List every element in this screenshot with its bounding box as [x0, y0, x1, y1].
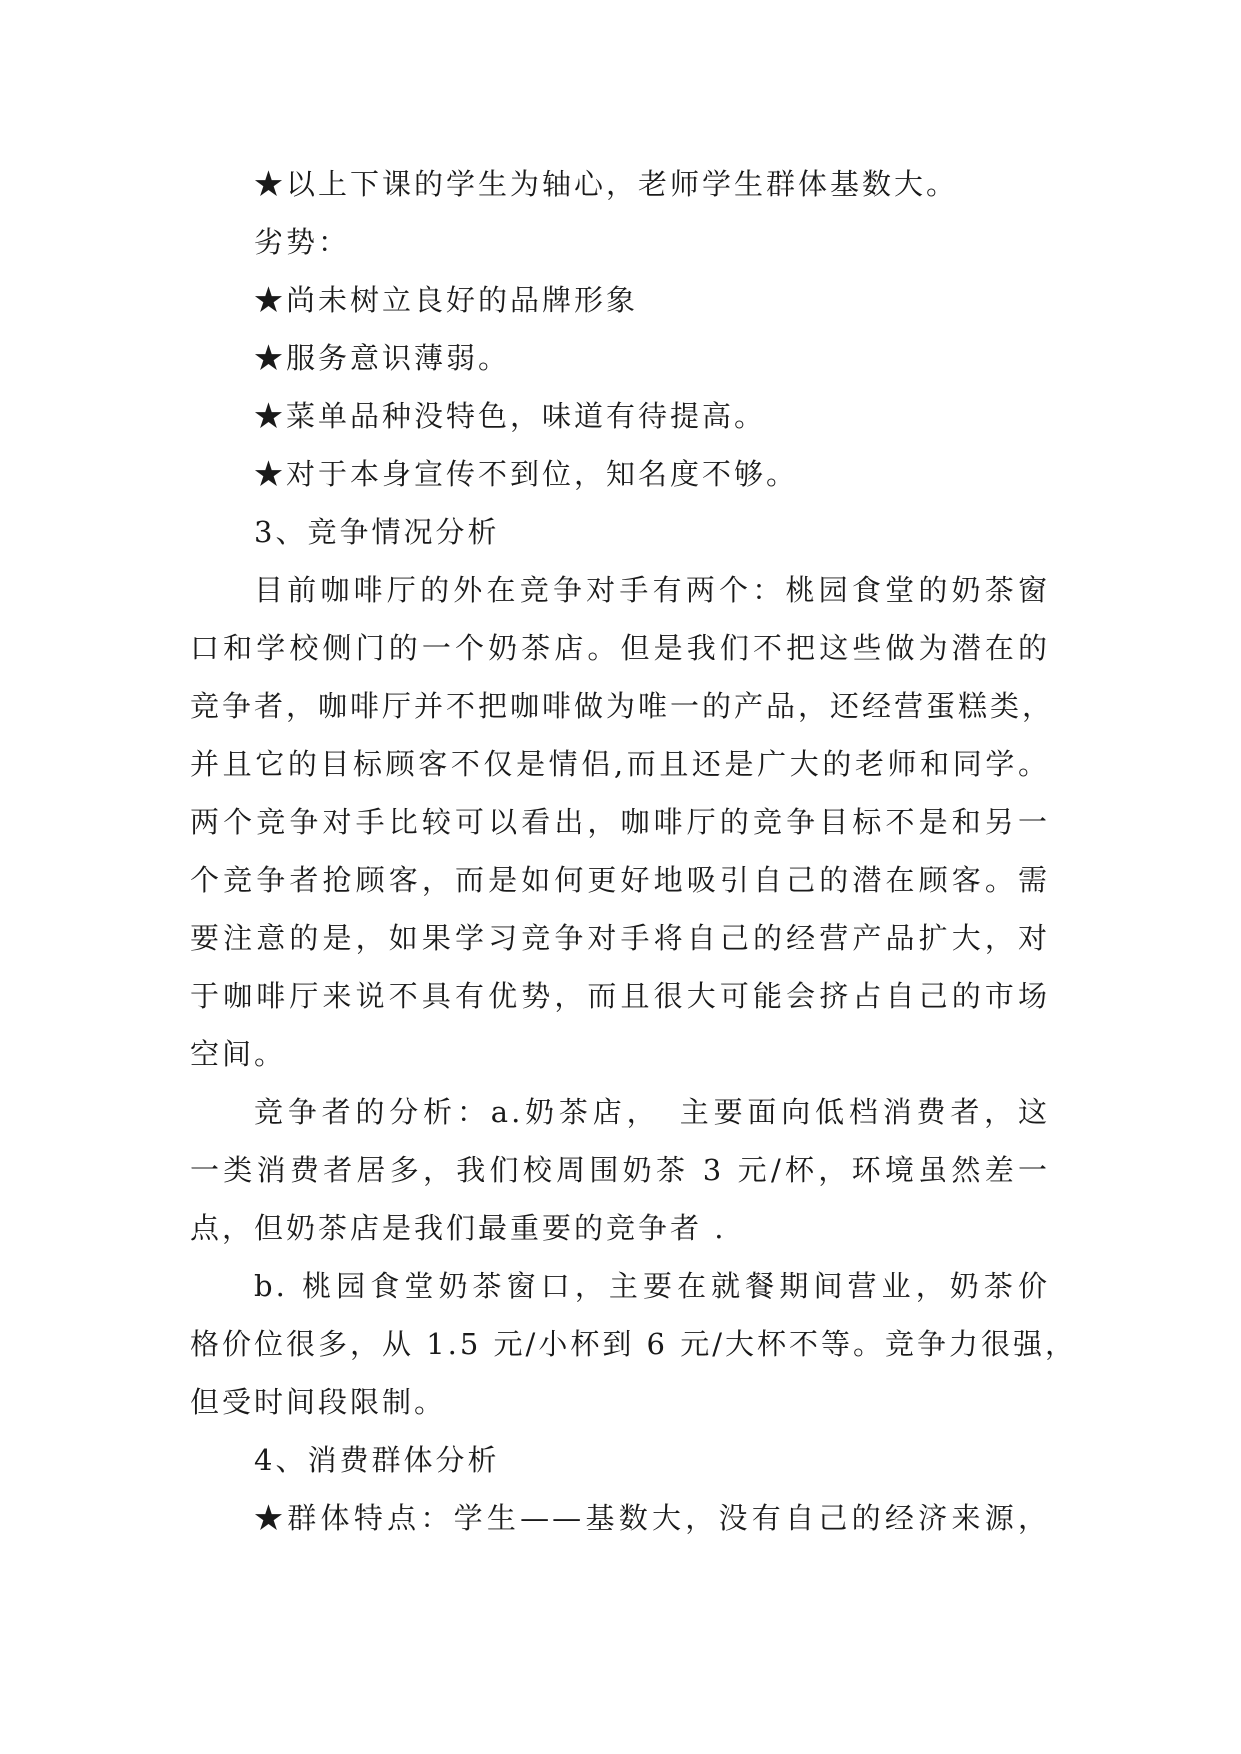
text-line: 竞争者，咖啡厅并不把咖啡做为唯一的产品，还经营蛋糕类， — [190, 689, 1055, 723]
text-line: 但受时间段限制。 — [190, 1385, 447, 1419]
text-line: 并且它的目标顾客不仅是情侣,而且还是广大的老师和同学。 — [190, 747, 1050, 781]
text-line: 于咖啡厅来说不具有优势，而且很大可能会挤占自己的市场 — [190, 979, 1050, 1013]
text-line: 点，但奶茶店是我们最重要的竞争者 . — [190, 1211, 727, 1245]
text-line: 空间。 — [190, 1037, 287, 1071]
text-line: 一类消费者居多，我们校周围奶茶 3 元/杯，环境虽然差一 — [190, 1153, 1050, 1187]
text-line: 两个竞争对手比较可以看出，咖啡厅的竞争目标不是和另一 — [190, 805, 1050, 839]
text-line: 口和学校侧门的一个奶茶店。但是我们不把这些做为潜在的 — [190, 631, 1050, 665]
text-line: ★尚未树立良好的品牌形象 — [254, 283, 639, 317]
text-line: 格价位很多，从 1.5 元/小杯到 6 元/大杯不等。竞争力很强， — [190, 1327, 1077, 1361]
text-line: ★菜单品种没特色，味道有待提高。 — [254, 399, 767, 433]
text-line: 目前咖啡厅的外在竞争对手有两个：桃园食堂的奶茶窗 — [254, 573, 1050, 607]
text-line: ★对于本身宣传不到位，知名度不够。 — [254, 457, 799, 491]
text-line: b. 桃园食堂奶茶窗口，主要在就餐期间营业，奶茶价 — [254, 1269, 1050, 1303]
text-line: ★以上下课的学生为轴心，老师学生群体基数大。 — [254, 167, 959, 201]
text-line: ★服务意识薄弱。 — [254, 341, 511, 375]
document-body — [190, 155, 1077, 1547]
text-line: 个竞争者抢顾客，而是如何更好地吸引自己的潜在顾客。需 — [190, 863, 1050, 897]
section-heading: 3、竞争情况分析 — [254, 515, 500, 549]
section-subheading: 劣势： — [254, 225, 351, 259]
text-line: 竞争者的分析：a.奶茶店， 主要面向低档消费者，这 — [254, 1095, 1050, 1129]
text-line: ★群体特点：学生——基数大，没有自己的经济来源， — [254, 1501, 1050, 1535]
text-line: 要注意的是，如果学习竞争对手将自己的经营产品扩大，对 — [190, 921, 1050, 955]
section-heading: 4、消费群体分析 — [254, 1443, 500, 1477]
